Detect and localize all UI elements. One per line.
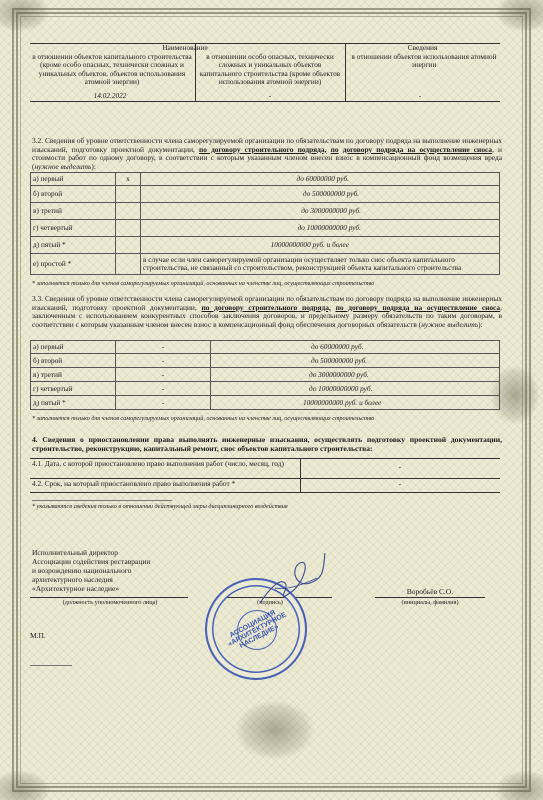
- date-value: 14.02.2022: [93, 91, 127, 100]
- name-caption: (инициалы, фамилия): [401, 599, 459, 606]
- bottom-ornament-icon: [235, 700, 315, 760]
- col-atomic: в отношении объектов использования атомной энергии: [351, 52, 497, 70]
- seal-place-label: М.П.: [30, 631, 46, 640]
- col-special: в отношении особо опасных, технически сложных и уникальных объектов капитального строительства (кроме объектов использования атомной энергии): [199, 52, 341, 87]
- table-row: в) третий до 3000000000 руб.: [31, 203, 500, 220]
- table-row: в) третий - до 3000000000 руб.: [31, 368, 500, 382]
- position-caption: (должность уполномоченного лица): [62, 599, 158, 606]
- table-row: б) второй до 500000000 руб.: [31, 186, 500, 203]
- dash-value: -: [268, 91, 272, 100]
- footnote-3-3: * заполняется только для членов саморегулируемых организаций, основанных на членстве лиц, осуществляющих строительство: [32, 415, 375, 422]
- table-row: г) четвертый до 10000000000 руб.: [31, 220, 500, 237]
- header-info: Сведения: [407, 43, 438, 52]
- suspension-term-value: -: [398, 479, 402, 488]
- footnote-4: * указываются сведения только в отношении действующей меры дисциплинарного воздействия: [32, 503, 288, 510]
- table-row: д) пятый * - 10000000000 руб. и более: [31, 396, 500, 410]
- table-row: д) пятый * 10000000000 руб. и более: [31, 237, 500, 254]
- signer-name: Воробьёв С.О.: [406, 587, 454, 596]
- header-name: Наименование: [162, 43, 208, 52]
- signer-position: Исполнительный директор Ассоциации содействия реставрации и возрождению национального архитектурного наследия «Архитектурное наследие»: [32, 548, 151, 593]
- signature-icon: [255, 548, 330, 613]
- dash-value: -: [418, 91, 422, 100]
- col-regular: в отношении объектов капитального строительства (кроме особо опасных, технически сложных и уникальных объектов, объектов использования атомной энергии): [32, 52, 192, 87]
- table-row: е) простой * в случае если член саморегулируемой организации осуществляет только снос объекта капитального строительства, не связанный со строительством, реконструкцией объекта капитального строительства: [31, 254, 500, 275]
- section-3-3-text: 3.3. Сведения об уровне ответственности члена саморегулируемой организации по обязательствам по договору подряда на выполнение инженерных изысканий, подготовку проектной документации, по договору строительного подряда, по договору подряда на осуществление сноса, заключенным с использованием конкурентных способов заключения договоров, и предельному размеру обязательств по таким договорам, в соответствии с которым указанным членом внесен взнос в компенсационный фонд обеспечения договорных обязательств (нужное выделить):: [32, 294, 502, 329]
- suspension-term-label: 4.2. Срок, на который приостановлено право выполнения работ *: [32, 479, 236, 488]
- section-4-title: 4. Сведения о приостановлении права выполнять инженерные изыскания, осуществлять подготовку проектной документации, строительство, реконструкцию, капитальный ремонт, снос объектов капитального строительства:: [32, 435, 502, 453]
- table-3-3: [30, 340, 500, 410]
- table-row: а) первый x до 60000000 руб.: [31, 173, 500, 186]
- sign-caption: (подпись): [257, 599, 283, 606]
- section-3-2-text: 3.2. Сведения об уровне ответственности члена саморегулируемой организации по обязательствам по договору подряда на выполнение инженерных изысканий, подготовку проектной документации, по договору строительного подряда, по договору подряда на осуществление сноса, и стоимости работ по одному договору, в соответствии с которым указанным членом внесен взнос в компенсационный фонд возмещения вреда (нужное выделить):: [32, 136, 502, 171]
- footnote-3-2: * заполняется только для членов саморегулируемых организаций, основанных на членстве лиц, осуществляющих строительство: [32, 280, 375, 287]
- table-row: г) четвертый - до 10000000000 руб.: [31, 382, 500, 396]
- suspension-date-value: -: [398, 462, 402, 471]
- suspension-date-label: 4.1. Дата, с которой приостановлено право выполнения работ (число, месяц, год): [32, 459, 284, 468]
- organization-seal-icon: АССОЦИАЦИЯ «АРХИТЕКТУРНОЕ НАСЛЕДИЕ»: [205, 578, 307, 680]
- table-3-2: [30, 172, 500, 275]
- table-row: б) второй - до 500000000 руб.: [31, 354, 500, 368]
- table-row: а) первый - до 60000000 руб.: [31, 341, 500, 354]
